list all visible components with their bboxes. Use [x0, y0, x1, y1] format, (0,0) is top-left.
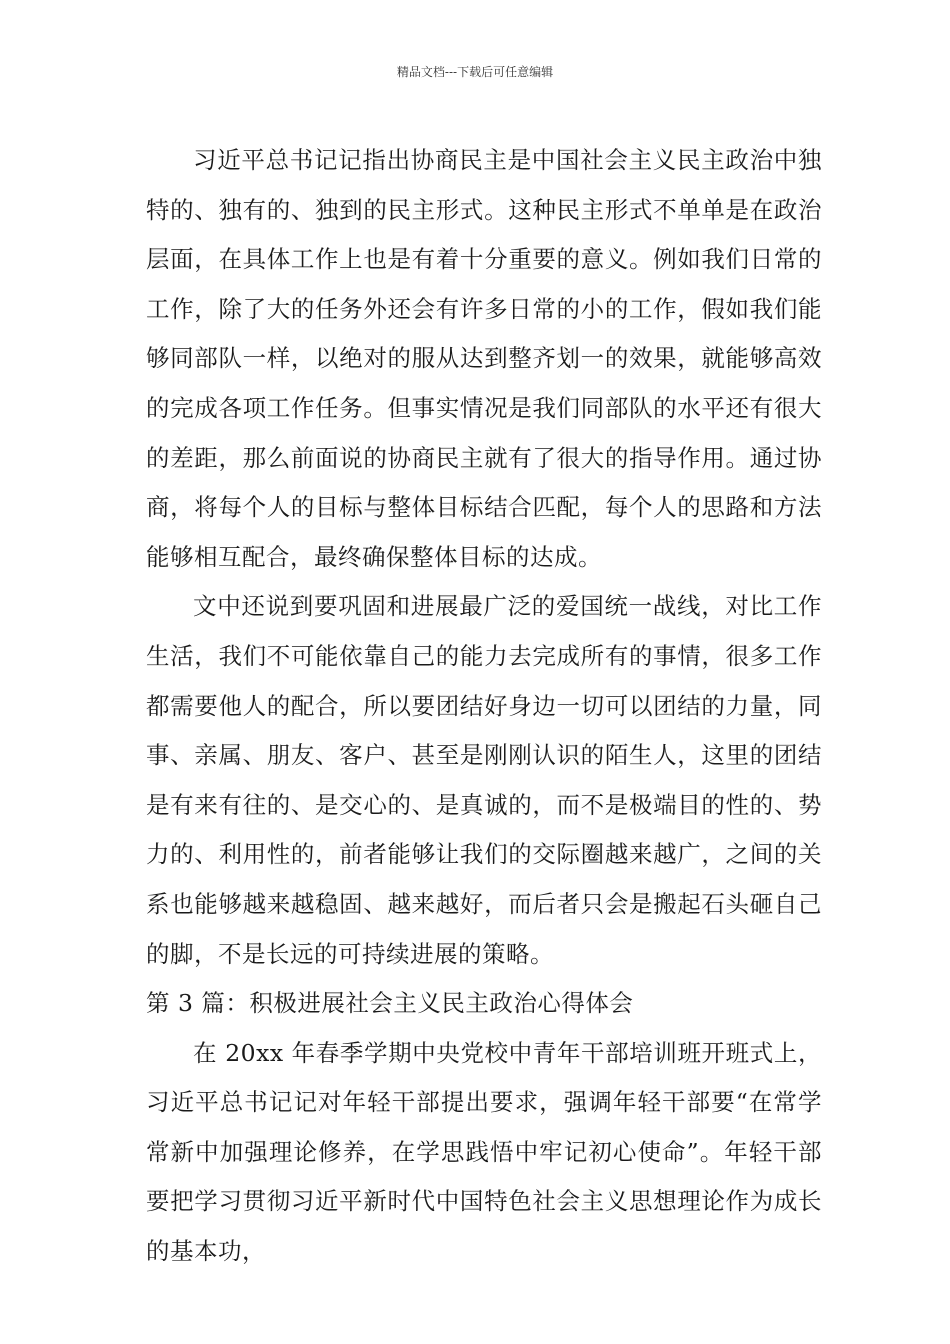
paragraph-consultative-democracy: 习近平总书记记指出协商民主是中国社会主义民主政治中独特的、独有的、独到的民主形式。这种民主形式不单单是在政治层面，在具体工作上也是有着十分重要的意义。例如我们日常的工作，除了大的任务外还会有许多日常的小的工作，假如我们能够同部队一样，以绝对的服从达到整齐划一的效果，就能够高效的完成各项工作任务。但事实情况是我们同部队的水平还有很大的差距，那么前面说的协商民主就有了很大的指导作用。通过协商，将每个人的目标与整体目标结合匹配，每个人的思路和方法能够相互配合，最终确保整体目标的达成。 — [146, 146, 822, 571]
page-header: 精品文档---下载后可任意编辑 — [396, 65, 554, 79]
document-body — [146, 136, 822, 1277]
paragraph-united-front: 文中还说到要巩固和进展最广泛的爱国统一战线，对比工作生活，我们不可能依靠自己的能力去完成所有的事情，很多工作都需要他人的配合，所以要团结好身边一切可以团结的力量，同事、亲属、朋友、客户、甚至是刚刚认识的陌生人，这里的团结是有来有往的、是交心的、是真诚的，而不是极端目的性的、势力的、利用性的，前者能够让我们的交际圈越来越广，之间的关系也能够越来越稳固、越来越好，而后者只会是搬起石头砸自己的脚，不是长远的可持续进展的策略。 — [146, 592, 822, 968]
section-heading: 第 3 篇：积极进展社会主义民主政治心得体会 — [146, 989, 634, 1018]
paragraph-young-cadres: 在 20xx 年春季学期中央党校中青年干部培训班开班式上，习近平总书记记对年轻干部提出要求，强调年轻干部要“在常学常新中加强理论修养，在学思践悟中牢记初心使命”。年轻干部要把学习贯彻习近平新时代中国特色社会主义思想理论作为成长的基本功， — [146, 1038, 822, 1266]
